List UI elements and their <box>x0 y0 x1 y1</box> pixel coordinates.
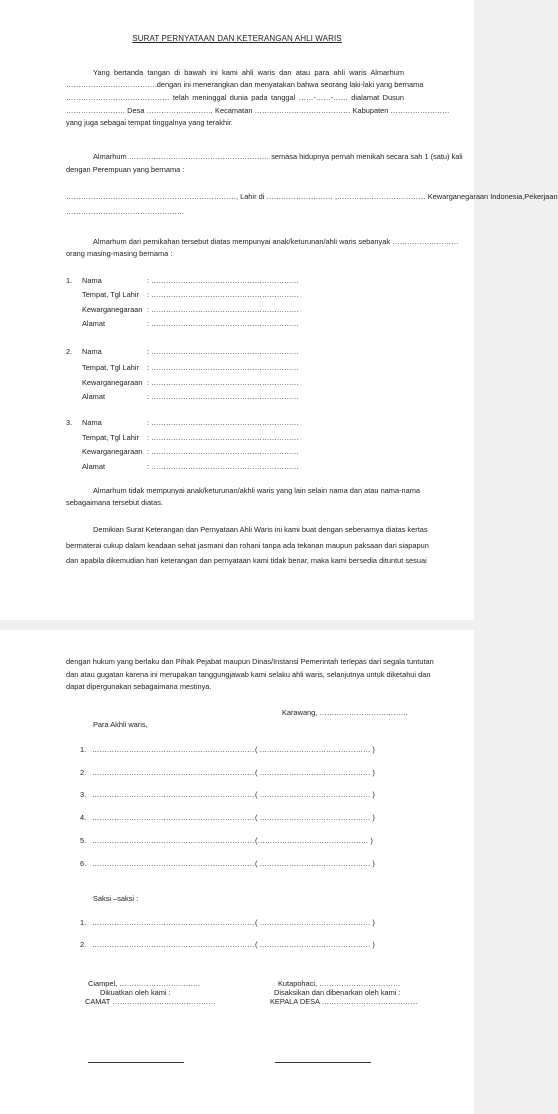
heir-nationality-label: Kewarganegaraan <box>82 447 143 456</box>
left-signature-line <box>88 1062 184 1063</box>
heir-address-label: Alamat <box>82 392 106 401</box>
para3-line2: orang masing-masing bernama : <box>66 249 173 258</box>
para6-line2: dan atau gugatan karena ini merupakan tanggungjawab kami selaku ahli waris, selanjutnya untuk diketahui dan <box>66 670 431 679</box>
para3-line1: Almarhum dari pernikahan tersebut diatas mempunyai anak/keturunan/ahli waris sebanyak ……………………… <box>93 237 459 246</box>
sign-number: 1. <box>80 745 87 754</box>
sign-signature-blank: ( ……………………………………… ) <box>255 745 375 754</box>
para1-line3: …………………………………… telah meninggal dunia pada tanggal ……-……-…… dialamat Dusun <box>66 93 404 102</box>
para1-line2: ……………………………….dengan ini menerangkan dan menyatakan bahwa seorang laki-laki yang bernama <box>66 80 424 89</box>
sign-number: 2. <box>80 768 87 777</box>
para5-line3: dan apabila dikemudian hari keterangan dan pernyataan kami tidak benar, maka kami bersedia dituntut sesuai <box>66 556 427 565</box>
heir-nationality-label: Kewarganegaraan <box>82 305 143 314</box>
witness-signature-blank: ( ……………………………………… ) <box>255 918 375 927</box>
heir-name-label: Nama <box>82 347 102 356</box>
heir-birth-label: Tempat, Tgl Lahir <box>82 433 139 442</box>
heir-nationality-blank: : …………………………………………………… <box>147 305 299 314</box>
para5-line2: bermaterai cukup dalam keadaan sehat jasmani dan rohani tanpa ada tekanan maupun paksaan dari siapapun <box>66 541 429 550</box>
sign-signature-blank: ( ……………………………………… ) <box>255 813 375 822</box>
heir-number: 2. <box>66 347 73 356</box>
left-sig-role: CAMAT …………………………………… <box>85 997 216 1006</box>
sign-name-blank: ………………………………………………………… <box>92 768 255 777</box>
witness-signature-blank: ( ……………………………………… ) <box>255 940 375 949</box>
heir-nationality-label: Kewarganegaraan <box>82 378 143 387</box>
sign-signature-blank: ( ……………………………………… ) <box>255 859 375 868</box>
heir-address-label: Alamat <box>82 319 106 328</box>
sign-name-blank: ………………………………………………………… <box>92 813 255 822</box>
heir-address-blank: : …………………………………………………… <box>147 392 299 401</box>
para1-line4: …………………… Desa ……………………… Kecamatan ………………………………… Kabupaten …………………… <box>66 106 450 115</box>
sign-signature-blank: ( ……………………………………… ) <box>255 790 375 799</box>
para4-line2: sebagaimana tersebut diatas. <box>66 498 163 507</box>
sign-number: 4. <box>80 813 87 822</box>
heir-birth-label: Tempat, Tgl Lahir <box>82 290 139 299</box>
witness-number: 2. <box>80 940 87 949</box>
para2-line2: dengan Perempuan yang bernama : <box>66 165 185 174</box>
sign-name-blank: ………………………………………………………… <box>92 745 255 754</box>
para1-line1: Yang bertanda tangan di bawah ini kami ahli waris dan atau para ahli waris Almarhum <box>93 68 404 77</box>
document-title: SURAT PERNYATAAN DAN KETERANGAN AHLI WARIS <box>132 34 342 43</box>
right-sig-place: Kutapohaci, …………………………… <box>278 979 401 988</box>
heir-name-label: Nama <box>82 418 102 427</box>
heir-nationality-blank: : …………………………………………………… <box>147 447 299 456</box>
para2-line1: Almarhum ………………………………………………… semasa hidupnya pernah menikah secara sah 1 (satu) kali <box>93 152 463 161</box>
heir-birth-label: Tempat, Tgl Lahir <box>82 363 139 372</box>
para2-line4: ………………………………………… <box>66 207 185 216</box>
para1-line5: yang juga sebagai tempat tinggalnya yang terakhir. <box>66 118 233 127</box>
heir-number: 1. <box>66 276 73 285</box>
right-signature-line <box>275 1062 371 1063</box>
para6-line3: dapat dipergunakan sebagaimana mestinya. <box>66 682 212 691</box>
heir-address-blank: : …………………………………………………… <box>147 462 299 471</box>
heirs-label: Para Akhli waris, <box>93 720 148 729</box>
para2-line3: ……………………………………………………………, Lahir di ……………………… ,……………………………… Kewarganegaraan Indonesia,Pekerjaan <box>66 192 558 201</box>
right-sig-statement: Disaksikan dan dibenarkan oleh kami : <box>274 988 401 997</box>
left-sig-place: Ciampel, …………………………… <box>88 979 201 988</box>
heir-nationality-blank: : …………………………………………………… <box>147 378 299 387</box>
heir-name-blank: : …………………………………………………… <box>147 276 299 285</box>
sign-name-blank: ………………………………………………………… <box>92 836 255 845</box>
right-sig-role: KEPALA DESA ………………………………… <box>270 997 418 1006</box>
heir-name-blank: : …………………………………………………… <box>147 347 299 356</box>
sign-name-blank: ………………………………………………………… <box>92 859 255 868</box>
heir-birth-blank: : …………………………………………………… <box>147 363 299 372</box>
sign-number: 5. <box>80 836 87 845</box>
sign-signature-blank: ( ……………………………………… ) <box>255 768 375 777</box>
place-date: Karawang, ……………………………… <box>282 708 409 717</box>
sign-number: 3. <box>80 790 87 799</box>
sign-number: 6. <box>80 859 87 868</box>
sign-name-blank: ………………………………………………………… <box>92 790 255 799</box>
para4-line1: Almarhum tidak mempunyai anak/keturunan/akhli waris yang lain selain nama dan atau nama-nama <box>93 486 421 495</box>
heir-address-label: Alamat <box>82 462 106 471</box>
heir-number: 3. <box>66 418 73 427</box>
heir-name-label: Nama <box>82 276 102 285</box>
sign-signature-blank: (……………………………………… ) <box>255 836 373 845</box>
left-sig-statement: Dikuatkan oleh kami : <box>100 988 171 997</box>
para6-line1: dengan hukum yang berlaku dan Pihak Pejabat maupun Dinas/Instansi Pemerintah terlepas dari segala tuntutan <box>66 657 434 666</box>
witness-name-blank: ………………………………………………………… <box>92 940 255 949</box>
witness-label: Saksi –saksi : <box>93 894 139 903</box>
heir-name-blank: : …………………………………………………… <box>147 418 299 427</box>
witness-number: 1. <box>80 918 87 927</box>
heir-birth-blank: : …………………………………………………… <box>147 290 299 299</box>
witness-name-blank: ………………………………………………………… <box>92 918 255 927</box>
document-page-2 <box>0 630 474 1114</box>
heir-address-blank: : …………………………………………………… <box>147 319 299 328</box>
heir-birth-blank: : …………………………………………………… <box>147 433 299 442</box>
para5-line1: Demikian Surat Keterangan dan Pernyataan Ahli Waris ini kami buat dengan sebenarnya diatas kertas <box>93 525 428 534</box>
